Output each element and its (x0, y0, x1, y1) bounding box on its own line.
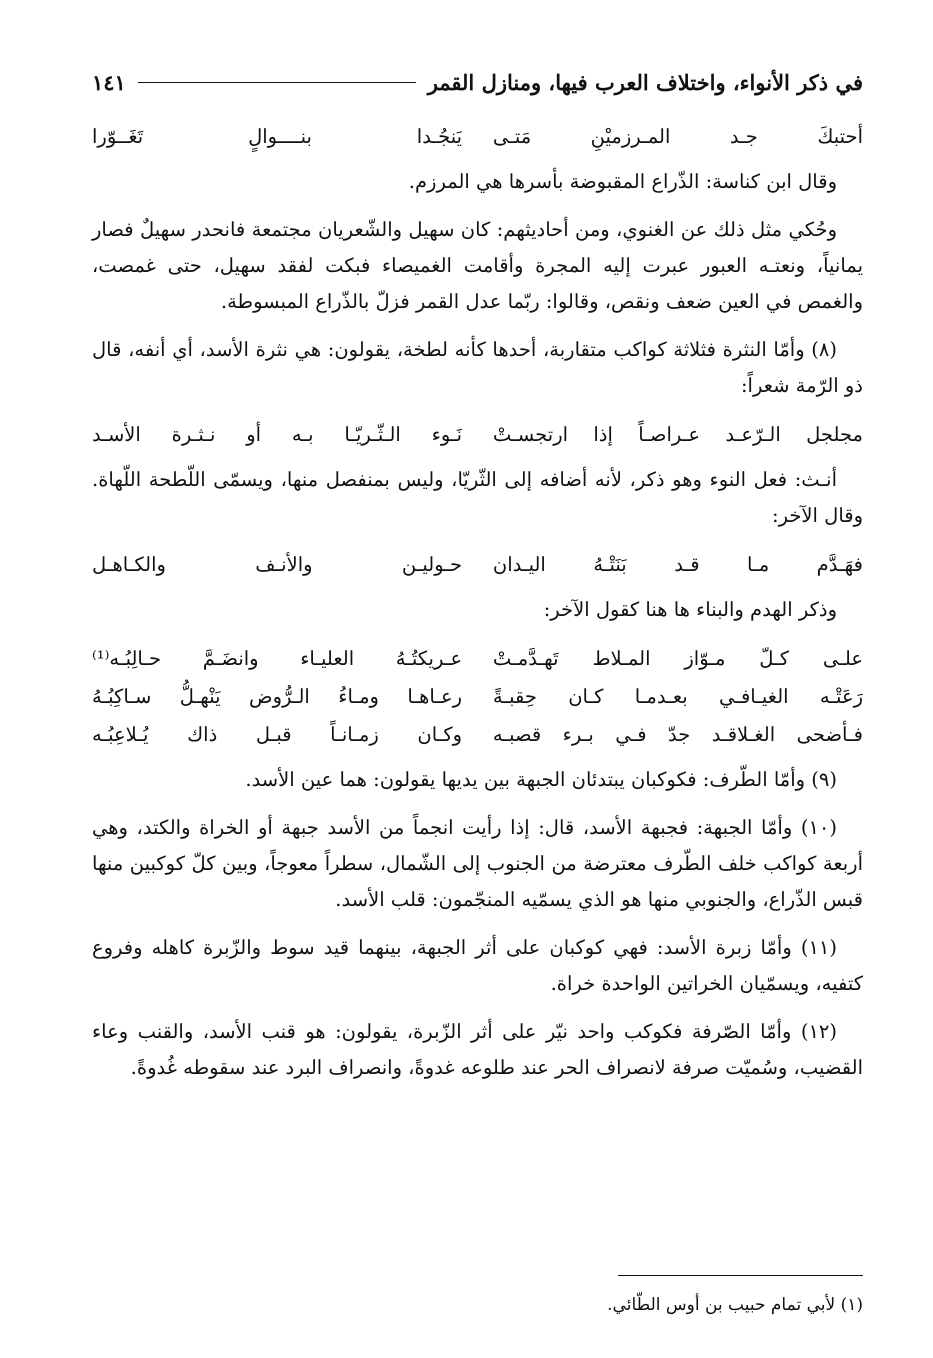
verse-line (92, 716, 863, 754)
paragraph: وحُكي مثل ذلك عن الغنوي، ومن أحاديثهم: كان سهيل والشّعريان مجتمعة فانحدر سهيلٌ فصار يمانياً، ونعتـه العبور عبرت إليه المجرة وأقامت الغميصاء فبكت لفقد سهيل، حتى غمصت، والغمص في العين ضعف ونقص، وقالوا: ربّما عدل القمر فزلّ بالذّراع المبسوطة. (92, 218, 863, 313)
verse-first-hemistich: رَعَتْـه الغيـافـي بعـدمـا كـان حِقبـةً (492, 685, 863, 708)
verse-line (92, 416, 863, 454)
paragraph: وذكر الهدم والبناء ها هنا كقول الآخر: (543, 598, 837, 621)
poem-block (92, 640, 863, 754)
paragraph: (٨) وأمّا النثرة فثلاثة كواكب متقاربة، أحدها كأنه لطخة، يقولون: هي نثرة الأسد، أي أنفه، قال ذو الرّمة شعراً: (92, 338, 863, 397)
verse-first-hemistich: مجلجل الـرّعـد عـراصـاً إذا ارتجسـتْ (492, 423, 863, 446)
paragraph: (١٠) وأمّا الجبهة: فجبهة الأسد، قال: إذا رأيت انجماً من الأسد جبهة أو الخراة والكتد، وهي أربعة كواكب خلف الطّرف معترضة من الجنوب إلى الشّمال، سطراً معوجاً، وبين كلّ كوكبين منها قبس الذّراع، والجنوبي منها هو الذي يسمّيه المنجّمون: قلب الأسد. (92, 816, 863, 911)
verse-second-hemistich: نَـوء الـثّـريّـا بـه أو نـثـرة الأسـد (92, 423, 463, 446)
verse-second-hemistich: حـوليـن والأنـف والكـاهـل (92, 553, 463, 576)
verse-second-hemistich: وكـان زمـانـاً قبـل ذاك يُـلاعِبُـه (92, 723, 463, 746)
paragraph: (١٢) وأمّا الصّرفة فكوكب واحد نيّر على أثر الزّبرة، يقولون: هو قنب الأسد، والقنب وعاء القضيب، وسُميّت صرفة لانصراف الحر عند طلوعه غدوةً، وانصراف البرد عند سقوطه غُدوةً. (92, 1020, 863, 1079)
verse-first-hemistich: فـأضحى الغـلاقـد جدّ فـي بـرء قصبـه (492, 723, 863, 746)
verse-line (92, 546, 863, 584)
footnote-divider (618, 1275, 863, 1276)
header-rule (138, 82, 416, 83)
page-number: ١٤١ (92, 69, 126, 95)
paragraph: (١١) وأمّا زبرة الأسد: فهي كوكبان على أثر الجبهة، بينهما قيد سوط والزّبرة كاهله وفروع كتفيه، ويسمّيان الخراتين الواحدة خراة. (92, 936, 863, 995)
footnote: (١) لأبي تمام حبيب بن أوس الطّائي. (607, 1295, 863, 1315)
paragraph: أنـث: فعل النوء وهو ذكر، لأنه أضافه إلى الثّريّا، وليس بمنفصل منها، ويسمّى اللّطحة اللّهاة. وقال الآخر: (92, 468, 863, 527)
paragraph: وقال ابن كناسة: الذّراع المقبوضة بأسرها هي المرزم. (408, 170, 837, 193)
verse-line (92, 678, 863, 716)
running-header (92, 62, 863, 102)
verse-line (92, 118, 863, 156)
verse-line (92, 640, 863, 678)
verse-first-hemistich: فهَـدَّم مـا قـد بَنَتْـهُ اليـدان (492, 553, 863, 576)
verse-second-hemistich: رعـاهـا ومـاءُ الـرُّوض يَنْهـلُّ سـاكِبُـهُ (92, 685, 463, 708)
verse-second-hemistich: عـريكتُـهُ العليـاء وانضَـمَّ حـالِبُـه⁽¹⁾ (92, 647, 463, 670)
verse-first-hemistich: علـى كـلّ مـوّاز المـلاط تَهـدَّمـتْ (492, 647, 863, 670)
verse-first-hemistich: أحتبكَ جـد المـرزميْنِ مَتـى (492, 125, 863, 148)
header-title: في ذكر الأنواء، واختلاف العرب فيها، ومنازل القمر (427, 69, 863, 95)
page-body (92, 118, 863, 1098)
paragraph: (٩) وأمّا الطّرف: فكوكبان يبتدئان الجبهة بين يديها يقولون: هما عين الأسد. (245, 768, 837, 791)
verse-second-hemistich: يَنجُـدا بنــــوالٍ تَغَــوّرا (92, 125, 463, 148)
